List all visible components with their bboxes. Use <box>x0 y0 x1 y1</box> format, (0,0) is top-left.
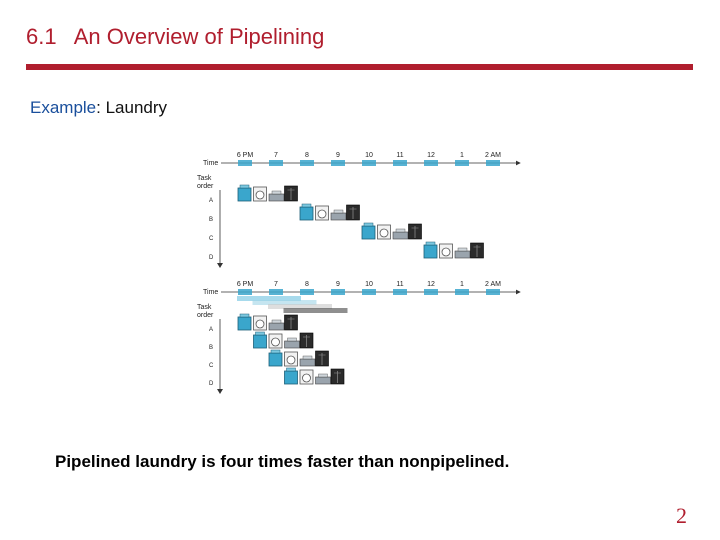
example-heading <box>30 98 167 118</box>
hour-marker <box>486 289 500 295</box>
time-tick-label: 10 <box>365 152 373 159</box>
hour-marker <box>393 289 407 295</box>
task-order-label-2: order <box>197 183 214 190</box>
dryer-icon <box>440 244 453 258</box>
task-label: D <box>209 381 214 387</box>
dryer-icon <box>285 352 298 366</box>
storer-icon <box>331 369 344 384</box>
hour-marker <box>455 160 469 166</box>
task-label: A <box>209 198 214 204</box>
folder-icon <box>455 248 470 258</box>
hour-marker <box>238 160 252 166</box>
washer-icon <box>424 242 437 258</box>
task-axis-arrow <box>217 263 223 268</box>
hour-marker <box>486 160 500 166</box>
task-order-label: Task <box>197 175 212 182</box>
time-tick-label: 6 PM <box>236 152 254 159</box>
time-tick-label: 10 <box>365 281 373 288</box>
title-rule <box>26 64 693 70</box>
washer-icon <box>300 204 313 220</box>
nonpipelined-panel <box>197 152 520 268</box>
time-tick-label: 11 <box>396 152 404 159</box>
task-label: B <box>209 345 214 351</box>
time-tick-label: 8 <box>305 152 309 159</box>
task-label: D <box>209 255 214 261</box>
hour-marker <box>455 289 469 295</box>
washer-icon <box>238 185 251 201</box>
hour-marker <box>300 289 314 295</box>
storer-icon <box>285 315 298 330</box>
time-tick-label: 7 <box>274 152 278 159</box>
example-topic: : Laundry <box>96 98 168 117</box>
task-label: B <box>209 217 214 223</box>
hour-marker <box>362 289 376 295</box>
washer-icon <box>238 314 251 330</box>
hour-marker <box>269 289 283 295</box>
slide-title: 6.1 An Overview of Pipelining <box>26 24 325 49</box>
dryer-icon <box>378 225 391 239</box>
time-axis-label: Time <box>203 160 219 167</box>
storer-icon <box>316 351 329 366</box>
storer-icon <box>300 333 313 348</box>
time-tick-label: 8 <box>305 281 309 288</box>
storer-icon <box>409 224 422 239</box>
task-order-label-2: order <box>197 312 214 319</box>
hour-marker <box>300 160 314 166</box>
hour-marker <box>424 160 438 166</box>
hour-marker <box>331 160 345 166</box>
task-label: C <box>209 236 214 242</box>
dryer-icon <box>316 206 329 220</box>
task-axis-arrow <box>217 389 223 394</box>
task-label: C <box>209 363 214 369</box>
time-tick-label: 11 <box>396 281 404 288</box>
caption: Pipelined laundry is four times faster than nonpipelined. <box>55 452 510 471</box>
folder-icon <box>269 320 284 330</box>
hour-marker <box>362 160 376 166</box>
task-order-label: Task <box>197 304 212 311</box>
example-keyword: Example <box>30 98 97 117</box>
time-tick-label: 2 AM <box>485 152 501 159</box>
time-axis-label: Time <box>203 289 219 296</box>
hour-marker <box>238 289 252 295</box>
washer-icon <box>269 350 282 366</box>
storer-icon <box>347 205 360 220</box>
folder-icon <box>331 210 346 220</box>
folder-icon <box>300 356 315 366</box>
pipeline-stage-band <box>284 308 348 313</box>
time-tick-label: 1 <box>460 281 464 288</box>
pipelined-panel <box>197 281 520 394</box>
task-label: A <box>209 327 214 333</box>
time-tick-label: 7 <box>274 281 278 288</box>
hour-marker <box>331 289 345 295</box>
washer-icon <box>254 332 267 348</box>
dryer-icon <box>269 334 282 348</box>
folder-icon <box>393 229 408 239</box>
laundry-timing-figure <box>195 140 525 410</box>
hour-marker <box>269 160 283 166</box>
time-tick-label: 12 <box>427 281 435 288</box>
time-tick-label: 9 <box>336 152 340 159</box>
folder-icon <box>269 191 284 201</box>
washer-icon <box>362 223 375 239</box>
storer-icon <box>471 243 484 258</box>
time-tick-label: 1 <box>460 152 464 159</box>
time-tick-label: 6 PM <box>236 281 254 288</box>
time-tick-label: 2 AM <box>485 281 501 288</box>
hour-marker <box>424 289 438 295</box>
dryer-icon <box>254 316 267 330</box>
folder-icon <box>285 338 300 348</box>
time-tick-label: 12 <box>427 152 435 159</box>
dryer-icon <box>254 187 267 201</box>
storer-icon <box>285 186 298 201</box>
dryer-icon <box>300 370 313 384</box>
time-tick-label: 9 <box>336 281 340 288</box>
washer-icon <box>285 368 298 384</box>
hour-marker <box>393 160 407 166</box>
folder-icon <box>316 374 331 384</box>
page-number: 2 <box>676 503 687 528</box>
